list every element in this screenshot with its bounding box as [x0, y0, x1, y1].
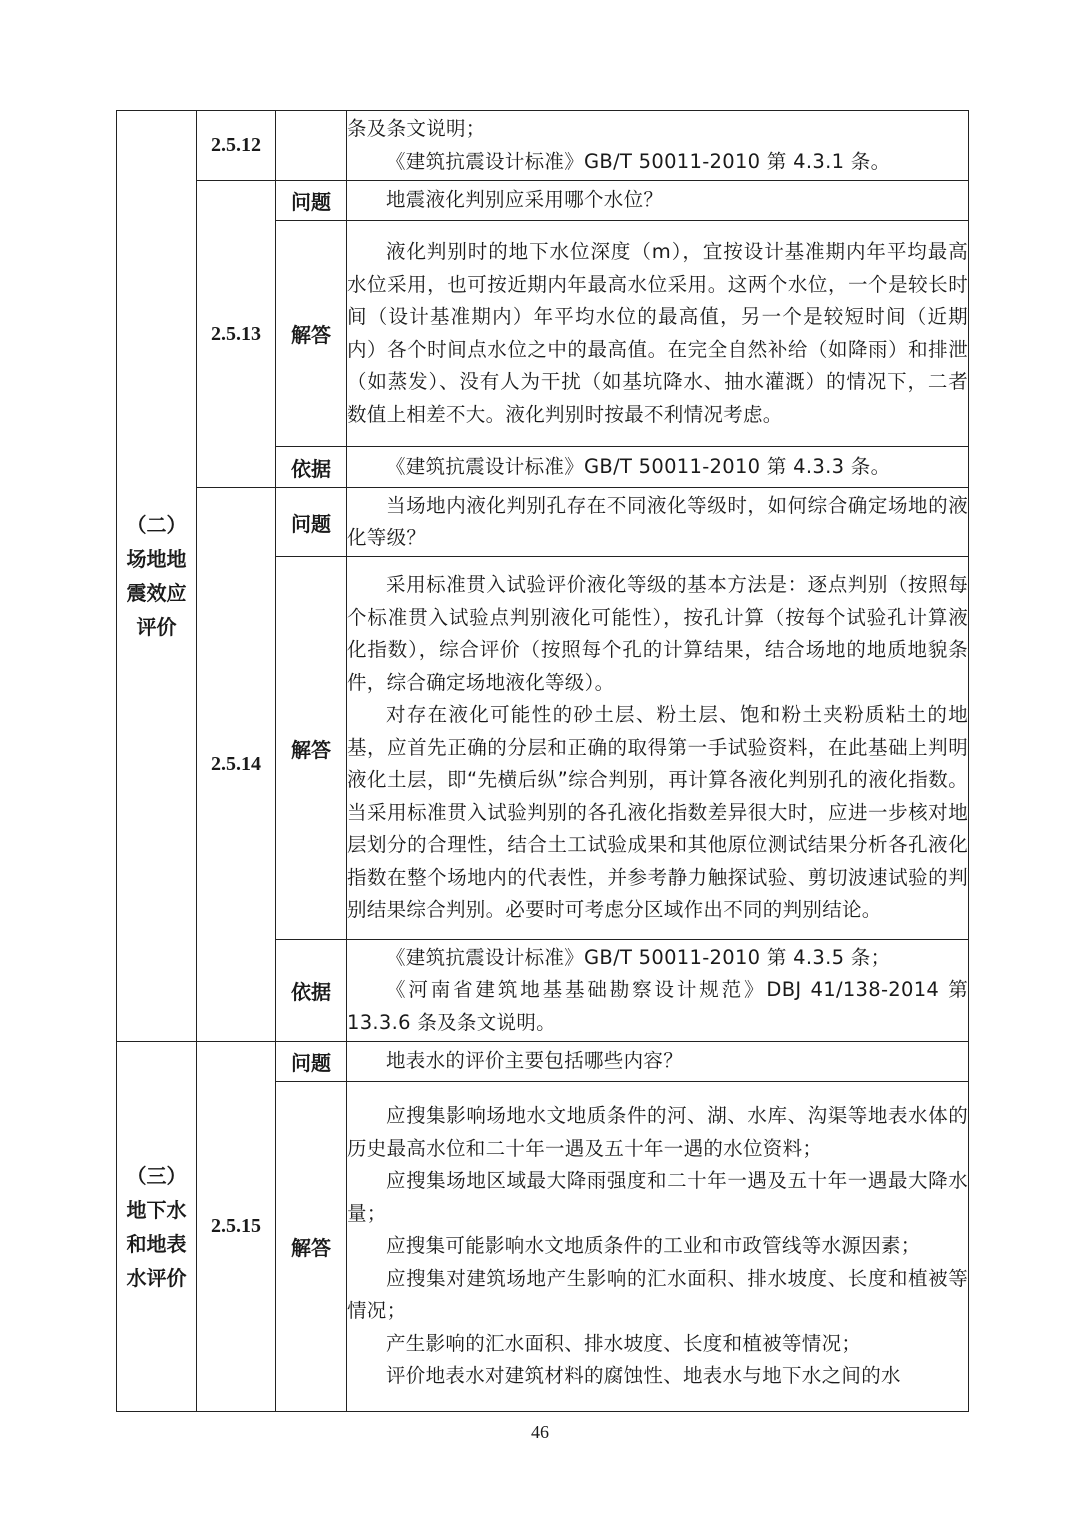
question-paragraph: 当场地内液化判别孔存在不同液化等级时，如何综合确定场地的液化等级？ [347, 493, 968, 549]
basis-text [347, 447, 969, 488]
answer-paragraph: 应搜集可能影响水文地质条件的工业和市政管线等水源因素； [386, 1234, 921, 1258]
section-2-title: 场地地震效应评价 [126, 547, 187, 639]
answer-paragraph: 应搜集对建筑场地产生影响的汇水面积、排水坡度、长度和植被等情况； [347, 1266, 968, 1323]
answer-paragraph: 应搜集影响场地水文地质条件的河、湖、水库、沟渠等地表水体的历史最高水位和二十年一遇及五十年一遇的水位资料； [347, 1104, 968, 1160]
item-number: 2.5.13 [197, 181, 276, 488]
question-paragraph: 地震液化判别应采用哪个水位？ [386, 188, 664, 212]
question-label: 问题 [276, 488, 347, 557]
answer-label: 解答 [276, 1082, 347, 1412]
answer-label: 解答 [276, 557, 347, 940]
item-number: 2.5.12 [197, 111, 276, 181]
qa-table [116, 110, 969, 1412]
answer-text [347, 221, 969, 447]
basis-label: 依据 [276, 447, 347, 488]
basis-cont-line: 《建筑抗震设计标准》GB/T 50011-2010 第 4.3.1 条。 [386, 149, 891, 173]
basis-text [347, 940, 969, 1042]
question-text [347, 1042, 969, 1082]
question-text [347, 488, 969, 557]
answer-paragraph: 对存在液化可能性的砂土层、粉土层、饱和粉土夹粉质粘土的地基，应首先正确的分层和正确的取得第一手试验资料，在此基础上判明液化土层，即“先横后纵”综合判别，再计算各液化判别孔的液化指数。当采用标准贯入试验判别的各孔液化指数差异很大时，应进一步核对地层划分的合理性，结合土工试验成果和其他原位测试结果分析各孔液化指数在整个场地内的代表性，并参考静力触探试验、剪切波速试验的判别结果综合判别。必要时可考虑分区域作出不同的判别结论。 [347, 703, 968, 922]
section-3-label: （三） [126, 1163, 187, 1188]
item-number: 2.5.15 [197, 1042, 276, 1412]
row-2-5-14-question [117, 488, 969, 557]
section-2-label: （二） [126, 513, 187, 537]
question-paragraph: 地表水的评价主要包括哪些内容？ [386, 1049, 684, 1073]
answer-paragraph: 液化判别时的地下水位深度（m），宜按设计基准期内年平均最高水位采用，也可按近期内年最高水位采用。这两个水位，一个是较长时间（设计基准期内）年平均水位的最高值，另一个是较短时间（近期内）各个时间点水位之中的最高值。在完全自然补给（如降雨）和排泄（如蒸发）、没有人为干扰（如基坑降水、抽水灌溉）的情况下，二者数值上相差不大。液化判别时按最不利情况考虑。 [347, 240, 968, 426]
empty-label-cell [276, 111, 347, 181]
question-label: 问题 [276, 181, 347, 221]
answer-paragraph: 采用标准贯入试验评价液化等级的基本方法是：逐点判别（按照每个标准贯入试验点判别液化可能性），按孔计算（按每个试验孔计算液化指数），综合评价（按照每个孔的计算结果，结合场地的地质地貌条件，综合确定场地液化等级）。 [347, 573, 968, 694]
answer-paragraph: 评价地表水对建筑材料的腐蚀性、地表水与地下水之间的水 [386, 1364, 901, 1388]
answer-paragraph: 应搜集场地区域最大降雨强度和二十年一遇及五十年一遇最大降水量； [347, 1169, 968, 1225]
question-label: 问题 [276, 1042, 347, 1082]
answer-text [347, 1082, 969, 1412]
basis-cont-text [347, 111, 969, 181]
question-text [347, 181, 969, 221]
basis-cont-line: 条及条文说明； [347, 117, 486, 140]
answer-label: 解答 [276, 221, 347, 447]
section-3-title: 地下水和地表水评价 [126, 1197, 187, 1290]
basis-paragraph: 《河南省建筑地基基础勘察设计规范》DBJ 41/138-2014 第 13.3.6 条及条文说明。 [347, 978, 968, 1034]
page-number: 46 [531, 1422, 549, 1442]
basis-paragraph: 《建筑抗震设计标准》GB/T 50011-2010 第 4.3.5 条； [386, 945, 891, 969]
answer-text [347, 557, 969, 940]
basis-label: 依据 [276, 940, 347, 1042]
answer-paragraph: 产生影响的汇水面积、排水坡度、长度和植被等情况； [386, 1331, 862, 1355]
basis-paragraph: 《建筑抗震设计标准》GB/T 50011-2010 第 4.3.3 条。 [386, 454, 891, 478]
item-number: 2.5.14 [197, 488, 276, 1042]
row-2-5-15-question [117, 1042, 969, 1082]
section-2-cell [117, 111, 197, 1042]
section-3-cell [117, 1042, 197, 1412]
row-2-5-12 [117, 111, 969, 181]
row-2-5-13-question [117, 181, 969, 221]
